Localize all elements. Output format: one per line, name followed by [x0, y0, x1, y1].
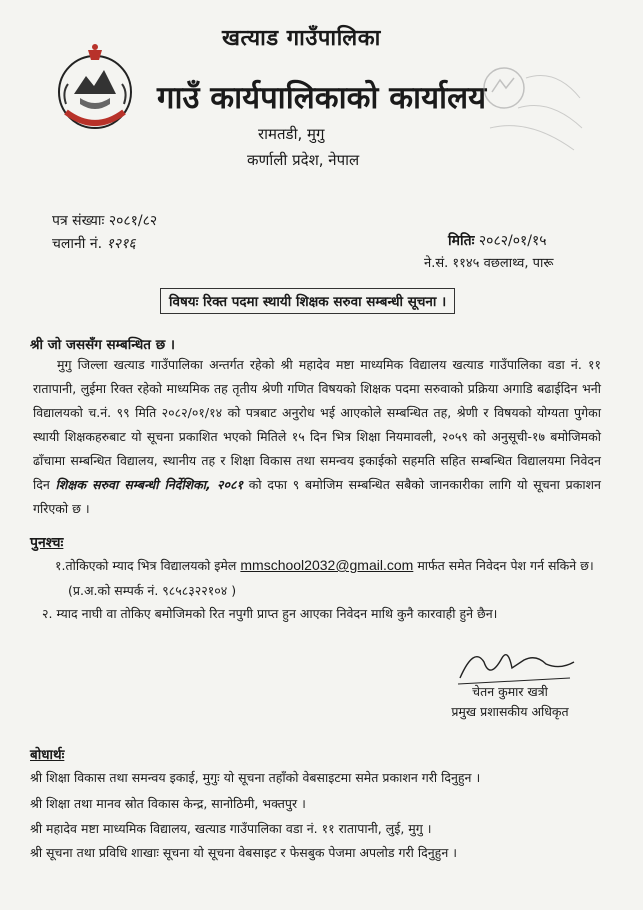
postscript-item-1-prefix: १.तोकिएको म्याद भित्र विद्यालयको इमेल — [55, 558, 237, 573]
notice-paragraph — [33, 353, 601, 521]
address-line-1: रामतडी, मुगु — [258, 125, 325, 143]
subject-line: विषयः रिक्त पदमा स्थायी शिक्षक सरुवा सम्बन्धी सूचना । — [160, 288, 455, 314]
postscript-item-1-suffix: मार्फत समेत निवेदन पेश गर्न सकिने छ। — [417, 558, 594, 573]
date-label: मितिः — [448, 233, 475, 249]
information-item: श्री सूचना तथा प्रविधि शाखाः सूचना यो सूचना वेबसाइट र फेसबुक पेजमा अपलोड गरी दिनुहुन । — [30, 845, 457, 860]
signatory-block — [450, 683, 570, 720]
dispatch-number-label: चलानी नं. — [52, 236, 103, 252]
notice-body — [33, 353, 601, 521]
office-stamp-icon — [470, 58, 590, 168]
date-value: २०८२/०१/१५ — [478, 233, 547, 249]
school-email-link[interactable]: mmschool2032@gmail.com — [240, 557, 414, 573]
office-name: गाउँ कार्यपालिकाको कार्यालय — [157, 80, 487, 116]
body-text-part1: मुगु जिल्ला खत्याड गाउँपालिका अन्तर्गत रहेको श्री महादेव मष्टा माध्यमिक विद्यालय खत्याड गाउँपालिका वडा नं. ११ रातापानी, लुईमा रिक्त रहेको माध्यमिक तह तृतीय श्रेणी गणित विषयको शिक्षक पदमा सरुवाको प्रक्रिया अगाडि बढाईदिन भनी विद्यालयको च.नं. ९९ मिति २०८२/०१/१४ को पत्रबाट अनुरोध भई आएकोले सम्बन्धित तह, श्रेणी र विषयको योग्यता पुगेका स्थायी शिक्षकहरुबाट यो सूचना प्रकाशित भएको मितिले १५ दिन भित्र शिक्षा नियमावली, २०५९ को अनुसूची-१७ बमोजिमको ढाँचामा सम्बन्धित विद्यालय, स्थानीय तह र शिक्षा विकास तथा समन्वय इकाईको सहमति सहित सम्बन्धित विद्यालयमा निवेदन दिन — [33, 357, 601, 492]
signatory-designation: प्रमुख प्रशासकीय अधिकृत — [451, 704, 569, 719]
body-text-part2: को दफा ९ बमोजिम सम्बन्धित सबैको जानकारीका लागि यो सूचना प्रकाशन गरिएको छ । — [33, 477, 601, 516]
dispatch-number-value: १२१६ — [106, 236, 136, 252]
salutation: श्री जो जससँग सम्बन्धित छ । — [30, 337, 175, 353]
letter-date — [448, 231, 547, 250]
postscript-item-1 — [55, 557, 594, 574]
contact-number: (प्र.अ.को सम्पर्क नं. ९८५८३२२१०४ ) — [68, 583, 237, 598]
information-item: श्री शिक्षा विकास तथा समन्वय इकाई, मुगुः यो सूचना तहाँको वेबसाइटमा समेत प्रकाशन गरी दिनुहुन । — [30, 770, 481, 785]
information-item: श्री शिक्षा तथा मानव स्रोत विकास केन्द्र, सानोठिमी, भक्तपुर । — [30, 796, 306, 811]
address-line-2: कर्णाली प्रदेश, नेपाल — [247, 151, 360, 169]
letter-number-label: पत्र संख्याः — [52, 213, 105, 229]
nepal-sambat-date: ने.सं. ११४५ वछलाथ्व, पारू — [424, 256, 554, 271]
information-item: श्री महादेव मष्टा माध्यमिक विद्यालय, खत्याड गाउँपालिका वडा नं. ११ रातापानी, लुई, मुगु । — [30, 821, 432, 836]
postscript-item-2: २. म्याद नाघी वा तोकिए बमोजिमको रित नपुगी प्राप्त हुन आएका निवेदन माथि कुनै कारवाही हुने छैन। — [42, 606, 498, 621]
letter-number-value: २०८१/८२ — [108, 213, 158, 229]
postscript-heading: पुनश्चः — [30, 535, 64, 551]
municipality-name: खत्याड गाउँपालिका — [222, 26, 381, 51]
dispatch-number — [52, 234, 136, 253]
information-heading: बोधार्थः — [30, 747, 65, 763]
signatory-name: चेतन कुमार खत्री — [472, 684, 548, 699]
letter-number — [52, 211, 157, 230]
directive-name: शिक्षक सरुवा सम्बन्धी निर्देशिका, २०८१ — [55, 477, 243, 492]
nepal-emblem-icon — [52, 42, 138, 134]
